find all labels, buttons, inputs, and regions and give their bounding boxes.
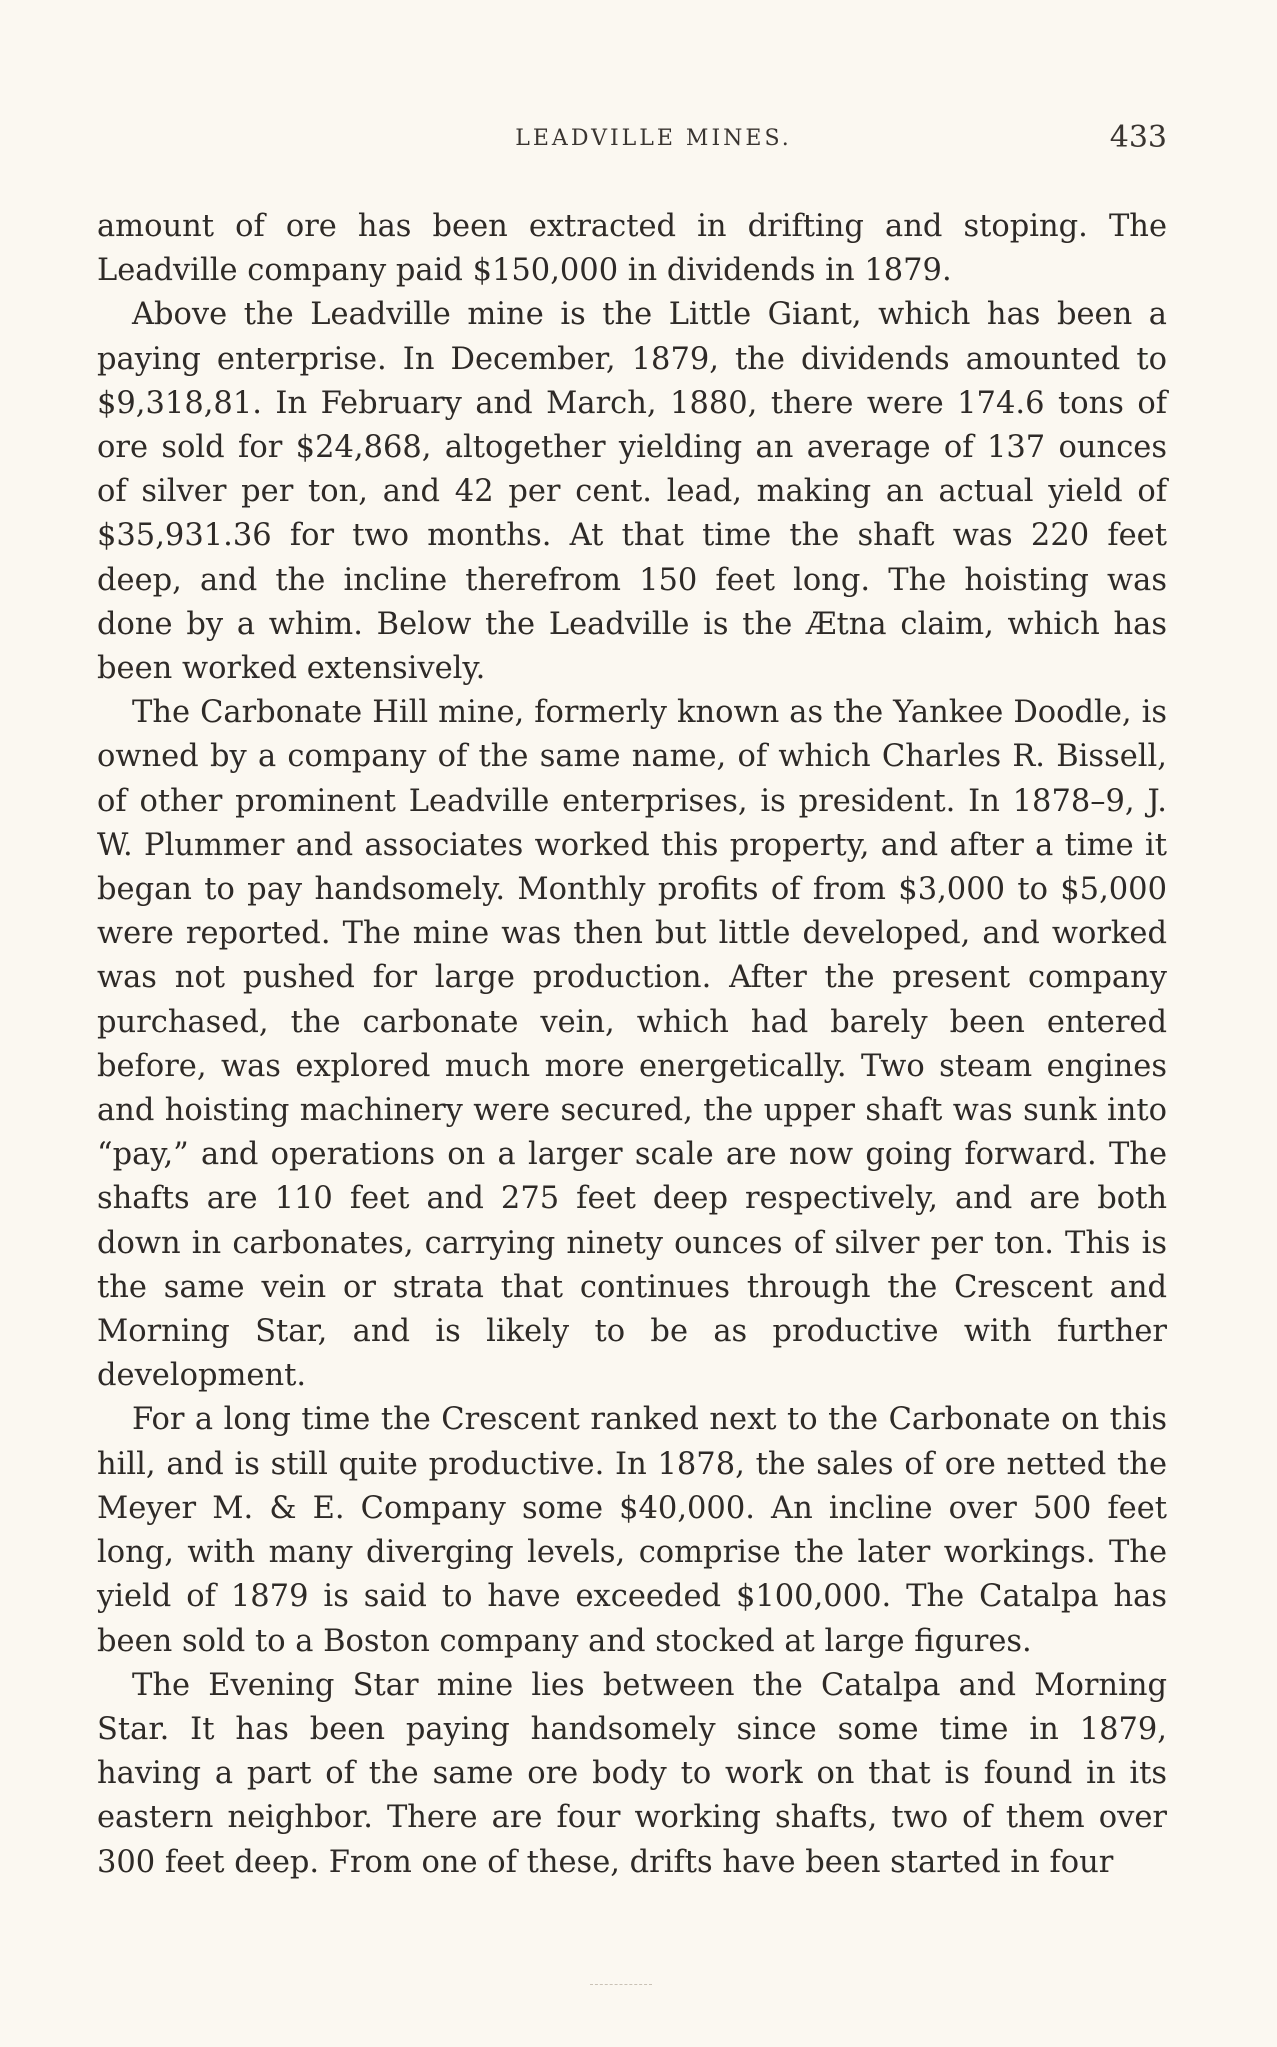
page-number: 433 [1109, 120, 1167, 155]
paragraph-evening-star: The Evening Star mine lies between the Catalpa and Morning Star. It has been paying handsomely since some time in 1879, having a part of the same ore body to work on that is found in its eastern neighbor. There are four working shafts, two of them over 300 feet deep. From one of these, drifts have been started in four [97, 1667, 1167, 1880]
body-text [97, 205, 1167, 1885]
running-header [0, 120, 1277, 160]
footer-divider [590, 1984, 652, 1985]
paragraph-crescent: For a long time the Crescent ranked next to the Carbonate on this hill, and is still quite productive. In 1878, the sales of ore netted the Meyer M. & E. Company some $40,000. An incline over 500 feet long, with many diverging levels, comprise the later workings. The yield of 1879 is said to have exceeded $100,000. The Catalpa has been sold to a Boston company and stocked at large figures. [97, 1402, 1167, 1659]
paragraph-little-giant: Above the Leadville mine is the Little Giant, which has been a paying enterprise. In December, 1879, the dividends amounted to $9,318,81. In February and March, 1880, there were 174.6 tons of ore sold for $24,868, altogether yielding an average of 137 ounces of silver per ton, and 42 per cent. lead, making an actual yield of $35,931.36 for two months. At that time the shaft was 220 feet deep, and the incline therefrom 150 feet long. The hoisting was done by a whim. Below the Leadville is the Ætna claim, which has been worked extensively. [97, 297, 1167, 687]
paragraph-carbonate-hill: The Carbonate Hill mine, formerly known as the Yankee Doodle, is owned by a company of the same name, of which Charles R. Bissell, of other prominent Leadville enterprises, is president. In 1878–9, J. W. Plummer and associates worked this property, and after a time it began to pay handsomely. Monthly profits of from $3,000 to $5,000 were reported. The mine was then but little developed, and worked was not pushed for large production. After the present company purchased, the carbonate vein, which had barely been entered before, was explored much more energetically. Two steam engines and hoisting machinery were secured, the upper shaft was sunk into “pay,” and operations on a larger scale are now going forward. The shafts are 110 feet and 275 feet deep respectively, and are both down in carbonates, carrying ninety ounces of silver per ton. This is the same vein or strata that continues through the Crescent and Morning Star, and is likely to be as productive with further development. [97, 695, 1167, 1394]
running-title: LEADVILLE MINES. [515, 126, 792, 151]
paragraph-continuation: amount of ore has been extracted in drifting and stoping. The Leadville company paid $150,000 in dividends in 1879. [97, 209, 1167, 289]
